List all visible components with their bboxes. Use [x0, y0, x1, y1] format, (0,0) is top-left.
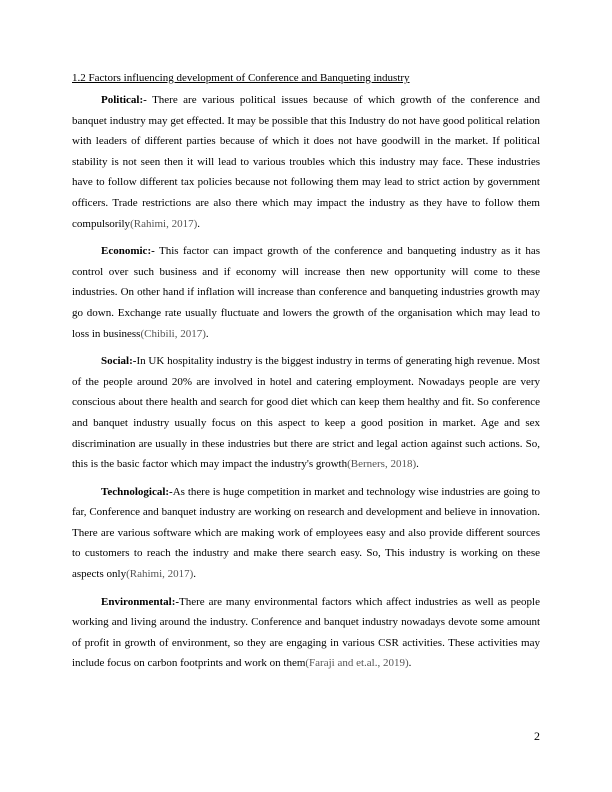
paragraph-end: . — [197, 217, 201, 230]
paragraph-technological — [72, 482, 540, 585]
citation: (Chibili, 2017) — [140, 327, 206, 340]
paragraph-text: There are various political issues because of which growth of the conference and banquet industry may get effected. It may be possible that this Industry do not have good political relation with leaders of different parties because of which it does not have goodwill in the market. If political stability is not seen then it will lead to various troubles which this industry may face. These industries have to follow different tax policies because not following them may lead to strict action by government officers. Trade restrictions are also there which may impact the industry as they have to follow them compulsorily — [72, 94, 540, 230]
citation: (Berners, 2018) — [347, 458, 417, 471]
body-text — [72, 90, 540, 681]
paragraph-end: . — [205, 327, 209, 340]
paragraph-text: There are many environmental factors which affect industries as well as people working and living around the industry. Conference and banquet industry nowadays devote some amount of profit in growth of environment, so they are engaging in various CSR activities. These activities may include focus on carbon footprints and work on them — [72, 595, 540, 670]
page-number: 2 — [534, 729, 540, 743]
paragraph-end: . — [408, 657, 412, 670]
paragraph-end: . — [193, 568, 197, 581]
citation: (Rahimi, 2017) — [126, 568, 194, 581]
citation: (Faraji and et.al., 2019) — [305, 657, 409, 670]
citation: (Rahimi, 2017) — [130, 217, 198, 230]
paragraph-environmental — [72, 592, 540, 674]
term-label: Social:- — [101, 355, 137, 368]
paragraph-social — [72, 351, 540, 475]
paragraph-text: As there is huge competition in market and technology wise industries are going to far, Conference and banquet industry are working on research and development and believe in innovation. There are various software which are making work of employees easy and also provide different sources to customers to reach the industry and make there search easy. So, This industry is working on these aspects only — [72, 485, 540, 581]
term-label: Economic:- — [101, 245, 155, 258]
term-label: Technological:- — [101, 485, 173, 498]
term-label: Political:- — [101, 94, 147, 106]
paragraph-text: This factor can impact growth of the conference and banqueting industry as it has control over such business and if economy will increase then new opportunity will come to these industries. On other hand if inflation will increase than conference and banqueting industries growth may go down. Exchange rate usually fluctuate and lowers the growth of the organisation which may lead to loss in business — [72, 245, 540, 340]
paragraph-text: In UK hospitality industry is the biggest industry in terms of generating high revenue. Most of the people around 20% are involved in hotel and catering employment. Nowadays people are very conscious about there health and search for good diet which can keep them healthy and fit. So conference and banquet industry usually focus on this aspect to keep a good position in market. Age and sex discrimination are usually in these industries but there are strict and legal action against such actions. So, this is the basic factor which may impact the industry's growth — [72, 355, 540, 471]
paragraph-end: . — [416, 458, 419, 471]
term-label: Environmental:- — [101, 595, 180, 608]
paragraph-political — [72, 90, 540, 234]
section-heading: 1.2 Factors influencing development of Conference and Banqueting industry — [72, 72, 410, 84]
paragraph-economic — [72, 241, 540, 344]
